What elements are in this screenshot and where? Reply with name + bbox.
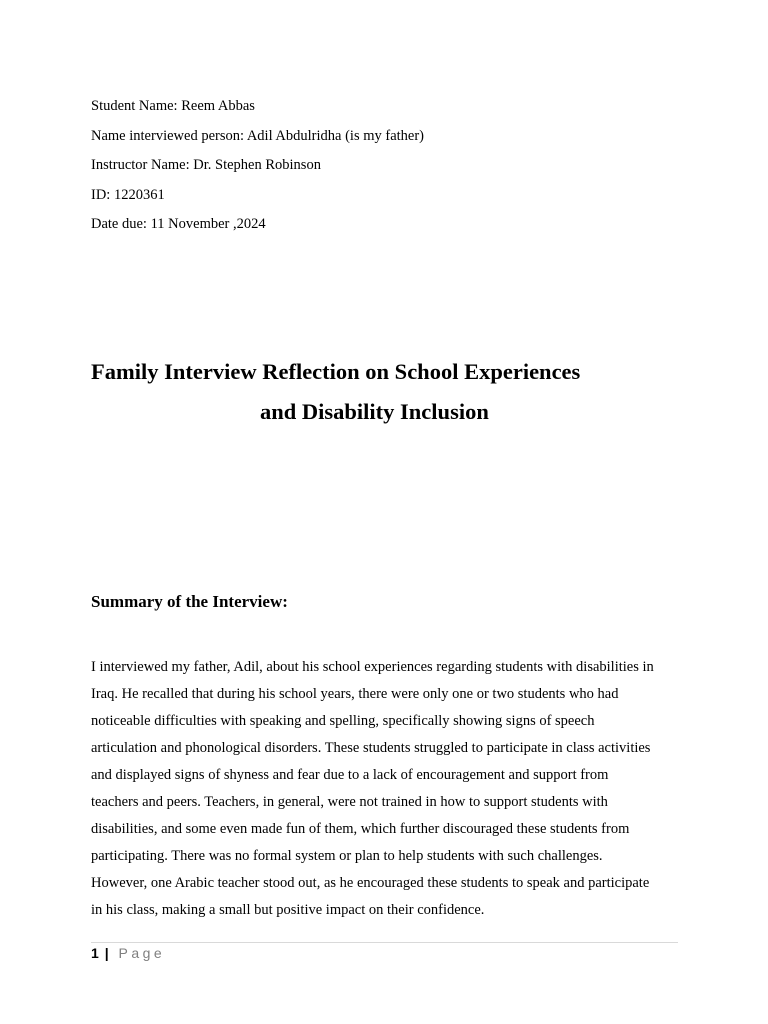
document-title [91, 354, 678, 430]
paragraph-line: and displayed signs of shyness and fear due to a lack of encouragement and support from [91, 767, 609, 783]
paragraph-line: teachers and peers. Teachers, in general, were not trained in how to support students with [91, 794, 608, 810]
instructor-name-line: Instructor Name: Dr. Stephen Robinson [91, 157, 321, 173]
paragraph-line: However, one Arabic teacher stood out, as he encouraged these students to speak and participate [91, 875, 650, 891]
page-label: Page [118, 945, 166, 961]
paragraph-line: noticeable difficulties with speaking and spelling, specifically showing signs of speech [91, 713, 595, 729]
paragraph-line: participating. There was no formal system or plan to help students with such challenges. [91, 848, 603, 864]
page-footer [91, 942, 678, 961]
interviewed-person-line: Name interviewed person: Adil Abdulridha (is my father) [91, 127, 425, 144]
student-id-line: ID: 1220361 [91, 186, 165, 203]
date-due-line: Date due: 11 November ,2024 [91, 216, 266, 232]
student-name-line: Student Name: Reem Abbas [91, 98, 255, 114]
paragraph-line: in his class, making a small but positive impact on their confidence. [91, 902, 485, 918]
paragraph-line: Iraq. He recalled that during his school years, there were only one or two students who had [91, 686, 619, 702]
paragraph-line: articulation and phonological disorders. These students struggled to participate in class activities [91, 740, 651, 756]
title-line-2: and Disability Inclusion [260, 399, 489, 424]
summary-heading: Summary of the Interview: [91, 592, 288, 611]
paragraph-line: I interviewed my father, Adil, about his school experiences regarding students with disabilities in [91, 659, 654, 675]
summary-paragraph [91, 654, 678, 924]
paragraph-line: disabilities, and some even made fun of them, which further discouraged these students from [91, 821, 630, 837]
page-number: 1 [91, 945, 99, 961]
footer-separator: | [104, 945, 109, 961]
title-line-1: Family Interview Reflection on School Experiences [91, 359, 581, 384]
student-info-block [91, 92, 691, 240]
